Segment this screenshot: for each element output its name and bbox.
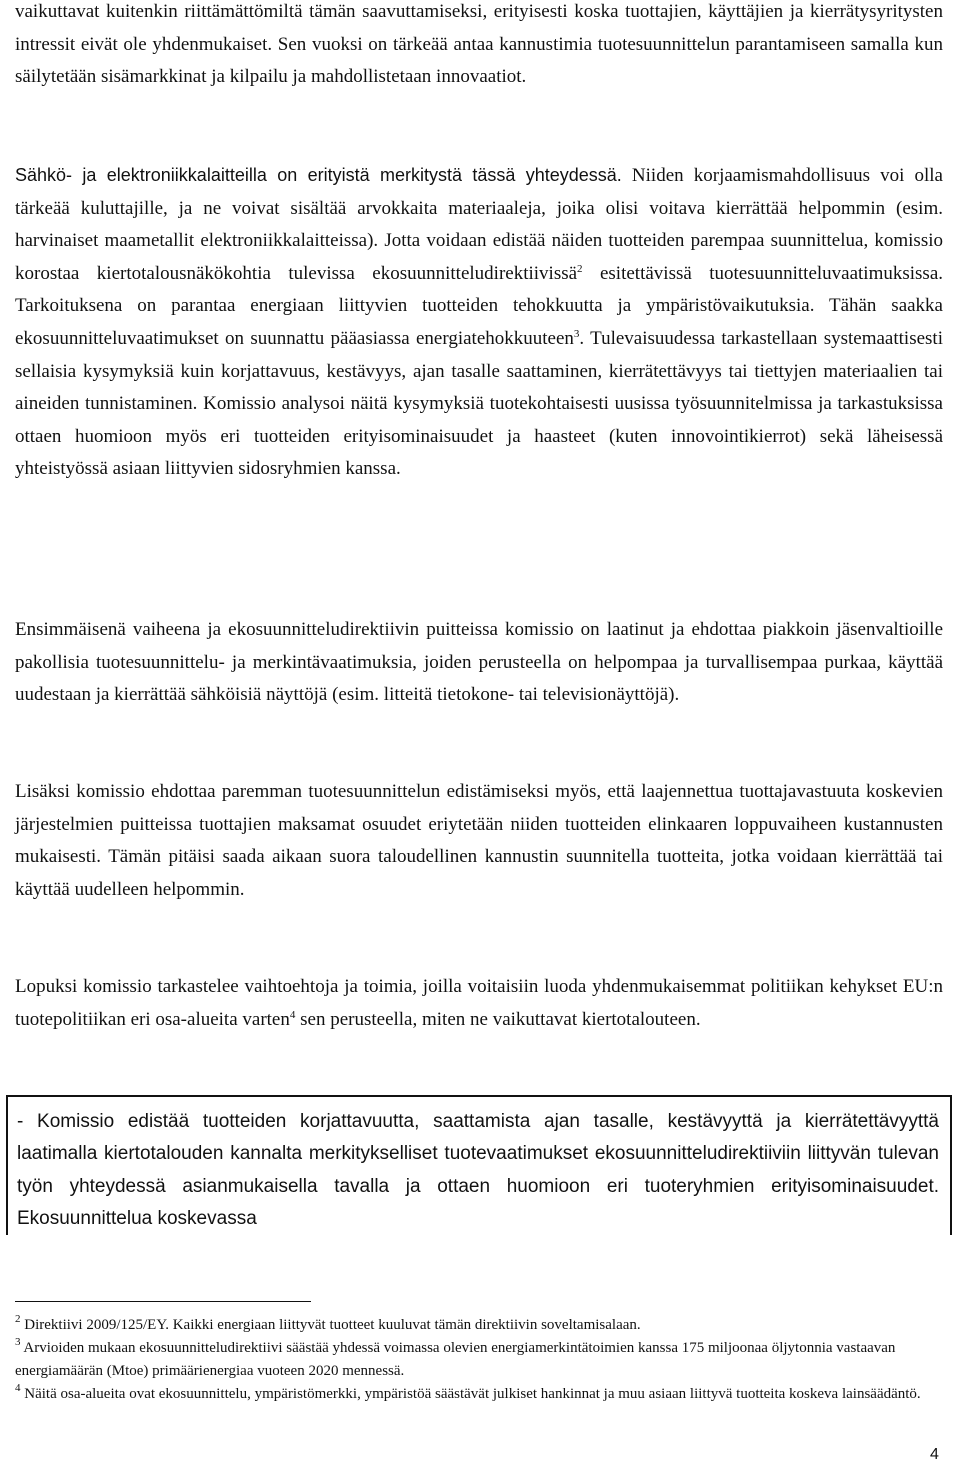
footnote-2 <box>15 1314 943 1337</box>
paragraph-intro-text: vaikuttavat kuitenkin riittämättömiltä tämän saavuttamiseksi, erityisesti koska tuottajien, käyttäjien ja kierrätysyritysten intressit eivät ole yhdenmukaiset. Sen vuoksi on tärkeää antaa kannustimia tuotesuunnittelun parantamiseen samalla kun säilytetään sisämarkkinat ja kilpailu ja mahdollistetaan innovaatiot. <box>15 1 943 88</box>
footnote-4 <box>15 1383 943 1406</box>
paragraph-producer-responsibility <box>15 776 943 906</box>
paragraph-intro <box>15 0 943 94</box>
paragraph-electronics-lead: Sähkö- ja elektroniikkalaitteilla on erityistä merkitystä tässä yhteydessä. <box>15 165 622 185</box>
action-box-text: - Komissio edistää tuotteiden korjattavuutta, saattamista ajan tasalle, kestävyyttä ja kierrätettävyyttä laatimalla kiertotalouden kannalta merkitykselliset tuotevaatimukset ekosuunnitteludirektiiviin liittyvän tulevan työn yhteydessä asianmukaisella tavalla ja ottaen huomioon eri tuoteryhmien erityisominaisuudet. Ekosuunnittelua koskevassa <box>17 1111 939 1230</box>
paragraph-producer-responsibility-text: Lisäksi komissio ehdottaa paremman tuotesuunnittelun edistämiseksi myös, että laajennettua tuottajavastuuta koskevien järjestelmien puitteissa tuottajien maksamat osuudet eriytetään niiden tuotteiden elinkaaren loppuvaiheen kustannusten mukaisesti. Tämän pitäisi saada aikaan suora taloudellinen kannustin suunnitella tuotteita, jotka voidaan kierrättää tai käyttää uudelleen helpommin. <box>15 781 943 900</box>
footnote-2-number: 2 <box>15 1313 21 1325</box>
page-number: 4 <box>930 1446 939 1463</box>
paragraph-first-phase-text: Ensimmäisenä vaiheena ja ekosuunnitteludirektiivin puitteissa komissio on laatinut ja ehdottaa piakkoin jäsenvaltioille pakollisia tuotesuunnittelu- ja merkintävaatimuksia, joiden perusteella on helpompaa ja turvallisempaa purkaa, käyttää uudestaan ja kierrättää sähköisiä näyttöjä (esim. litteitä tietokone- tai televisionäyttöjä). <box>15 619 943 706</box>
footnote-ref-3: 3 <box>573 327 580 340</box>
paragraph-electronics-body: Niiden korjaamismahdollisuus voi olla tärkeää kuluttajille, ja ne voivat sisältää arvokkaita materiaaleja, joika olisi voitava kierrättää helpommin (esim. harvinaiset maametallit elektroniikkalaitteissa). Jotta voidaan edistää näiden tuotteiden parempaa suunnittelua, komissio korostaa kiertotalousnäkökohtia tulevissa ekosuunnitteludirektiivissä <box>15 165 943 284</box>
action-box <box>6 1095 952 1235</box>
paragraph-electronics-body-3: . Tulevaisuudessa tarkastellaan systemaattisesti sellaisia kysymyksiä kuin korjattavuus, kestävyys, ajan tasalle saattaminen, kierrätettävyys tai tiettyjen materiaalien tai aineiden tunnistaminen. Komissio analysoi näitä kysymyksiä tuotekohtaisesti uusissa työsuunnitelmissa ja tarkastuksissa ottaen huomioon myös eri tuotteiden erityisominaisuudet ja haasteet (kuten innovointikierrot) sekä läheisessä yhteistyössä asiaan liittyvien sidosryhmien kanssa. <box>15 327 943 480</box>
footnote-ref-2: 2 <box>577 262 583 275</box>
footnote-separator <box>15 1301 311 1302</box>
footnote-3-number: 3 <box>15 1336 21 1348</box>
footnote-2-text: Direktiivi 2009/125/EY. Kaikki energiaan liittyvät tuotteet kuuluvat tämän direktiivin soveltamisalaan. <box>20 1317 641 1333</box>
footnote-3-text: Arvioiden mukaan ekosuunnitteludirektiivi säästää yhdessä voimassa olevien energiamerkintätoimien kanssa 175 miljoonaa öljytonnia vastaavan energiamäärän (Mtoe) primäärienergiaa vuoteen 2020 mennessä. <box>15 1340 896 1379</box>
footnote-3 <box>15 1337 943 1382</box>
paragraph-first-phase <box>15 614 943 712</box>
paragraph-policy-frameworks <box>15 971 943 1036</box>
paragraph-electronics <box>15 159 943 486</box>
footnote-4-number: 4 <box>15 1382 21 1394</box>
paragraph-policy-frameworks-text: Lopuksi komissio tarkastelee vaihtoehtoja ja toimia, joilla voitaisiin luoda yhdenmukaisemmat politiikan kehykset EU:n tuotepolitiikan eri osa-alueita varten <box>15 976 943 1030</box>
footnote-ref-4: 4 <box>289 1008 296 1021</box>
paragraph-electronics-body-2: esitettävissä tuotesuunnitteluvaatimuksissa. Tarkoituksena on parantaa energiaan liittyvien tuotteiden tehokkuutta ja ympäristövaikutuksia. Tähän saakka ekosuunnitteluvaatimukset on suunnattu pääasiassa energiatehokkuuteen <box>15 262 944 349</box>
paragraph-policy-frameworks-text-2: sen perusteella, miten ne vaikuttavat kiertotalouteen. <box>295 1008 701 1030</box>
footnote-4-text: Näitä osa-alueita ovat ekosuunnittelu, ympäristömerkki, ympäristöä säästävät julkiset hankinnat ja muu asiaan liittyvä tuotteita koskeva lainsäädäntö. <box>20 1386 921 1402</box>
